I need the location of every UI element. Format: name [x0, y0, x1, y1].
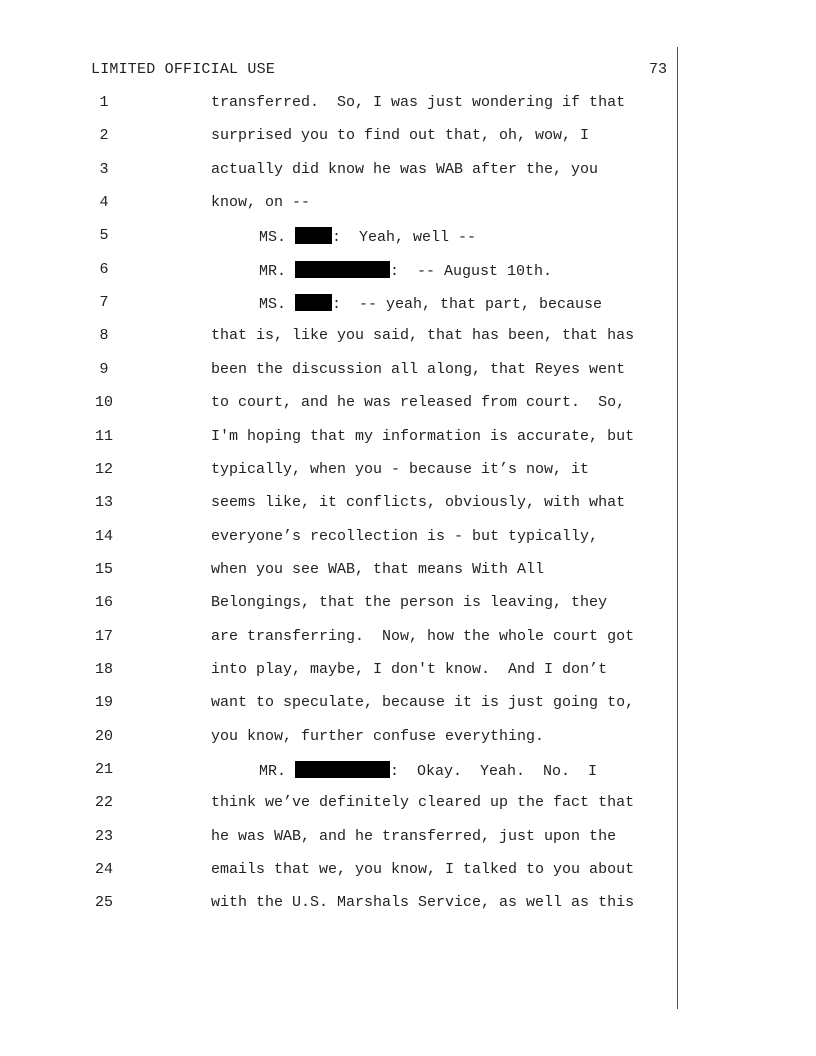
- line-number: 3: [99, 160, 109, 178]
- line-text: been the discussion all along, that Reyes went: [211, 360, 626, 378]
- line-text: [259, 227, 476, 246]
- line-number: 18: [94, 660, 113, 678]
- transcript-line: [0, 661, 677, 681]
- redaction-block: [295, 261, 390, 278]
- page-number: 73: [648, 61, 667, 78]
- speech-text: : Okay. Yeah. No. I: [390, 763, 598, 780]
- speaker-label: MR.: [259, 763, 296, 780]
- line-text: you know, further confuse everything.: [211, 727, 545, 745]
- line-number: 1: [99, 94, 109, 111]
- redaction-block: [295, 227, 332, 244]
- line-number: 21: [94, 761, 113, 778]
- transcript-line: [0, 828, 677, 848]
- line-number: 2: [99, 127, 109, 145]
- line-text: with the U.S. Marshals Service, as well as this: [211, 894, 635, 912]
- line-number: 4: [99, 194, 109, 212]
- line-text: actually did know he was WAB after the, you: [211, 160, 599, 178]
- line-number: 12: [94, 460, 113, 478]
- line-number: 22: [94, 794, 113, 812]
- line-number: 25: [94, 894, 113, 912]
- speech-text: : -- August 10th.: [390, 262, 553, 280]
- line-text: when you see WAB, that means With All: [211, 560, 545, 578]
- line-number: 24: [94, 861, 113, 879]
- transcript-line: [0, 361, 677, 381]
- line-text: he was WAB, and he transferred, just upon the: [211, 827, 617, 845]
- right-margin-rule: [677, 47, 678, 1009]
- line-number: 17: [94, 627, 113, 645]
- transcript-line: [0, 528, 677, 548]
- line-number: 20: [94, 727, 113, 745]
- speaker-label: MS.: [259, 296, 296, 314]
- transcript-line: [0, 628, 677, 648]
- line-number: 19: [94, 694, 113, 712]
- transcript-line: [0, 561, 677, 581]
- transcript-line: [0, 461, 677, 481]
- transcript-line: [0, 794, 677, 814]
- line-text: [259, 261, 552, 280]
- line-number: 7: [99, 294, 109, 312]
- line-number: 13: [94, 494, 113, 512]
- line-text: everyone’s recollection is - but typically,: [211, 527, 599, 545]
- line-text: Belongings, that the person is leaving, they: [211, 594, 608, 612]
- transcript-line: [0, 761, 677, 781]
- line-text: [259, 294, 602, 313]
- transcript-line: [0, 594, 677, 614]
- transcript-line: [0, 428, 677, 448]
- line-number: 23: [94, 827, 113, 845]
- transcript-line: [0, 194, 677, 214]
- line-text: [259, 761, 597, 780]
- line-text: surprised you to find out that, oh, wow, I: [211, 127, 590, 145]
- line-number: 14: [94, 527, 113, 545]
- line-number: 5: [99, 227, 109, 245]
- transcript-line: [0, 161, 677, 181]
- redaction-block: [295, 294, 332, 311]
- transcript-line: [0, 261, 677, 281]
- line-number: 15: [94, 560, 113, 578]
- line-text: seems like, it conflicts, obviously, with what: [211, 494, 626, 512]
- line-number: 8: [99, 327, 109, 345]
- classification-header: LIMITED OFFICIAL USE: [91, 61, 276, 78]
- line-text: I'm hoping that my information is accurate, but: [211, 427, 635, 445]
- transcript-line: [0, 294, 677, 314]
- transcript-line: [0, 494, 677, 514]
- line-number: 16: [94, 594, 113, 612]
- line-text: that is, like you said, that has been, that has: [211, 327, 635, 345]
- line-text: think we’ve definitely cleared up the fact that: [211, 794, 635, 812]
- line-text: typically, when you - because it’s now, it: [211, 460, 590, 478]
- transcript-line: [0, 694, 677, 714]
- transcript-line: [0, 127, 677, 147]
- line-text: want to speculate, because it is just going to,: [211, 694, 635, 712]
- transcript-line: [0, 94, 677, 114]
- transcript-line: [0, 728, 677, 748]
- line-text: transferred. So, I was just wondering if that: [211, 94, 626, 111]
- line-text: are transferring. Now, how the whole court got: [211, 627, 635, 645]
- transcript-line: [0, 394, 677, 414]
- transcript-line: [0, 894, 677, 914]
- line-number: 9: [99, 360, 109, 378]
- line-text: emails that we, you know, I talked to you about: [211, 861, 635, 879]
- line-number: 6: [99, 260, 109, 278]
- line-number: 10: [94, 394, 113, 412]
- speech-text: : -- yeah, that part, because: [332, 296, 603, 314]
- line-text: to court, and he was released from court. So,: [211, 394, 626, 412]
- speech-text: : Yeah, well --: [332, 229, 477, 247]
- redaction-block: [295, 761, 390, 778]
- line-number: 11: [94, 427, 113, 445]
- transcript-line: [0, 861, 677, 881]
- line-text: know, on --: [211, 194, 311, 212]
- speaker-label: MR.: [259, 262, 296, 280]
- speaker-label: MS.: [259, 229, 296, 247]
- transcript-line: [0, 227, 677, 247]
- transcript-line: [0, 327, 677, 347]
- line-text: into play, maybe, I don't know. And I don’t: [211, 660, 608, 678]
